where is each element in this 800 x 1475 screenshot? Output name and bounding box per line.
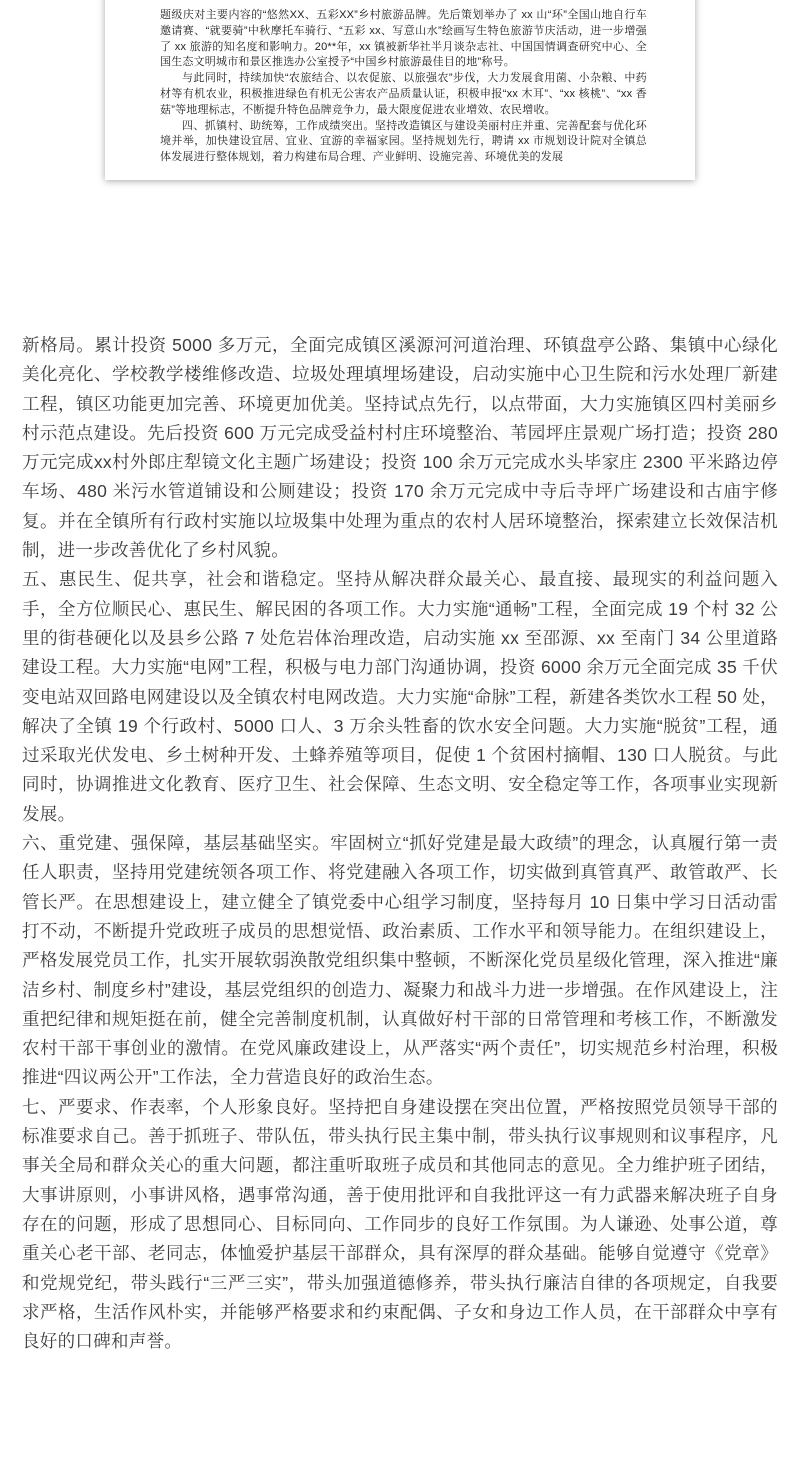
preview-paragraph: 四、抓镇村、助统筹，工作成绩突出。坚持改造镇区与建设美丽村庄并重、完善配套与优化环境并举，加快建设宜居、宜业、宜游的幸福家园。坚持规划先行，聘请 xx 市规划设计院对全镇总体发展进行整体规划，着力构建布局合理、产业鲜明、设施完善、环境优美的发展	[160, 119, 647, 164]
document-paragraph: 新格局。累计投资 5000 多万元，全面完成镇区溪源河河道治理、环镇盘亭公路、集镇中心绿化美化亮化、学校教学楼维修改造、垃圾处理填埋场建设，启动实施中心卫生院和污水处理厂新建工程，镇区功能更加完善、环境更加优美。坚持试点先行，以点带面，大力实施镇区四村美丽乡村示范点建设。先后投资 600 万元完成受益村村庄环境整治、苇园坪庄景观广场打造；投资 280 万元完成xx村外郎庄犁镜文化主题广场建设；投资 100 余万元完成水头毕家庄 2300 平米路边停车场、480 米污水管道铺设和公厕建设；投资 170 余万元完成中寺后寺坪广场建设和古庙宇修复。并在全镇所有行政村实施以垃圾集中处理为重点的农村人居环境整治，探索建立长效保洁机制，进一步改善优化了乡村风貌。	[22, 335, 778, 561]
document-paragraph: 七、严要求、作表率，个人形象良好。坚持把自身建设摆在突出位置，严格按照党员领导干部的标准要求自己。善于抓班子、带队伍，带头执行民主集中制，带头执行议事规则和议事程序，凡事关全局和群众关心的重大问题，都注重听取班子成员和其他同志的意见。全力维护班子团结，大事讲原则，小事讲风格，遇事常沟通，善于使用批评和自我批评这一有力武器来解决班子自身存在的问题，形成了思想同心、目标同向、工作同步的良好工作氛围。为人谦逊、处事公道，尊重关心老干部、老同志，体恤爱护基层干部群众，具有深厚的群众基础。能够自觉遵守《党章》和党规党纪，带头践行“三严三实”，带头加强道德修养，带头执行廉洁自律的各项规定，自我要求严格，生活作风朴实，并能够严格要求和约束配偶、子女和身边工作人员，在干部群众中享有良好的口碑和声誉。	[22, 1096, 778, 1352]
page-preview-card	[105, 0, 695, 180]
preview-paragraph: 与此同时，持续加快“农旅结合、以农促旅、以旅强农”步伐，大力发展食用菌、小杂粮、中药材等有机农业，积极推进绿色有机无公害农产品质量认证，积极申报“xx 木耳”、“xx 核桃”、“xx 香菇”等地理标志，不断提升特色品牌竞争力，最大限度促进农业增效、农民增收。	[160, 72, 647, 116]
document-body	[22, 331, 778, 1356]
document-paragraph: 五、惠民生、促共享，社会和谐稳定。坚持从解决群众最关心、最直接、最现实的利益问题入手，全方位顺民心、惠民生、解民困的各项工作。大力实施“通畅”工程，全面完成 19 个村 32 公里的街巷硬化以及县乡公路 7 处危岩体治理改造，启动实施 xx 至邵源、xx 至南门 34 公里道路建设工程。大力实施“电网”工程，积极与电力部门沟通协调，投资 6000 余万元全面完成 35 千伏变电站双回路电网建设以及全镇农村电网改造。大力实施“命脉”工程，新建各类饮水工程 50 处，解决了全镇 19 个行政村、5000 口人、3 万余头牲畜的饮水安全问题。大力实施“脱贫”工程，通过采取光伏发电、乡土树种开发、土蜂养殖等项目，促使 1 个贫困村摘帽、130 口人脱贫。与此同时，协调推进文化教育、医疗卫生、社会保障、生态文明、安全稳定等工作，各项事业实现新发展。	[22, 569, 778, 824]
preview-paragraph: 题级庆对主要内容的“悠然XX、五彩XX”乡村旅游品牌。先后策划举办了 xx 山“环”全国山地自行车邀请赛、“就要骑”中秋摩托车骑行、“五彩 xx、写意山水”绘画写生特色旅游节庆活动，进一步增强了 xx 旅游的知名度和影响力。20**年，xx 镇被新华社半月谈杂志社、中国国情调查研究中心、全国生态文明城市和景区推选办公室授予“中国乡村旅游最佳目的地”称号。	[160, 9, 647, 69]
document-paragraph: 六、重党建、强保障，基层基础坚实。牢固树立“抓好党建是最大政绩”的理念，认真履行第一责任人职责，坚持用党建统领各项工作、将党建融入各项工作，切实做到真管真严、敢管敢严、长管长严。在思想建设上，建立健全了镇党委中心组学习制度，坚持每月 10 日集中学习日活动雷打不动，不断提升党政班子成员的思想觉悟、政治素质、工作水平和领导能力。在组织建设上，严格发展党员工作，扎实开展软弱涣散党组织集中整顿，不断深化党员星级化管理，深入推进“廉洁乡村、制度乡村”建设，基层党组织的创造力、凝聚力和战斗力进一步增强。在作风建设上，注重把纪律和规矩挺在前，健全完善制度机制，认真做好村干部的日常管理和考核工作，不断激发农村干部干事创业的激情。在党风廉政建设上，从严落实“两个责任”，切实规范乡村治理，积极推进“四议两公开”工作法，全力营造良好的政治生态。	[22, 833, 778, 1088]
